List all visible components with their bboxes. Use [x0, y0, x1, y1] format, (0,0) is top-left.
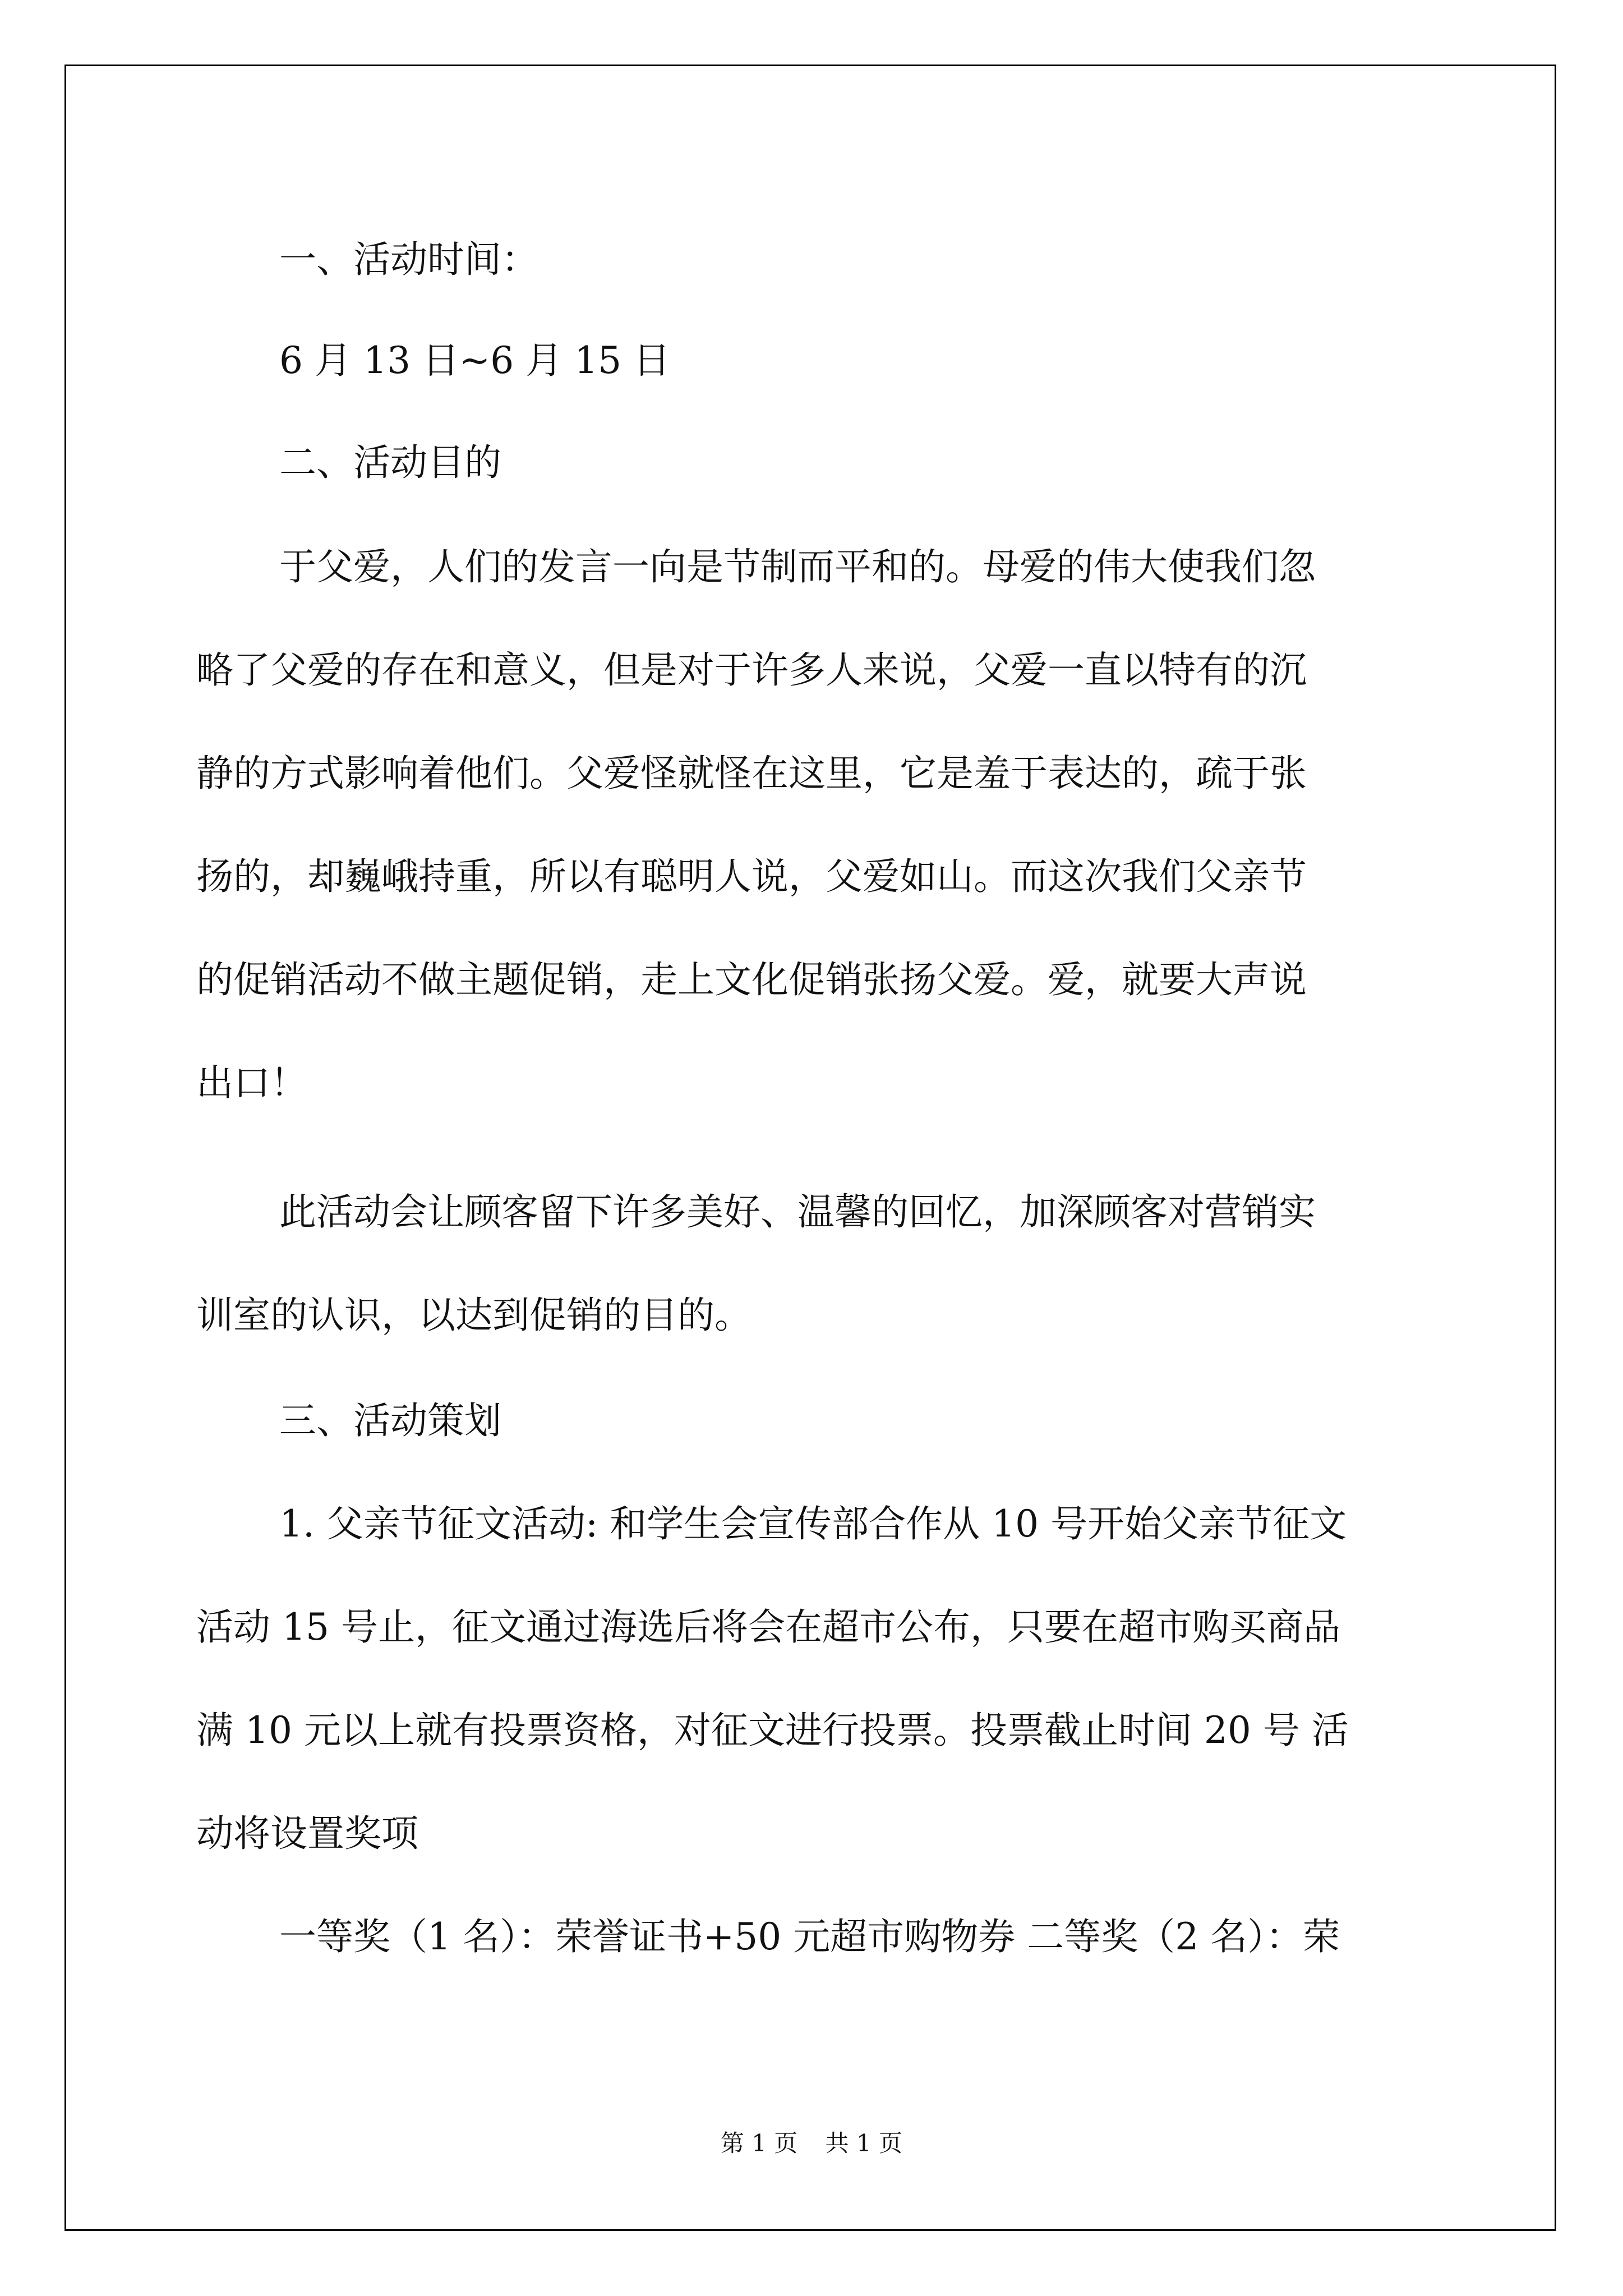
paragraph-line: 静的方式影响着他们。父爱怪就怪在这里，它是羞于表达的，疏于张: [196, 752, 1307, 795]
paragraph-line: 一等奖（1 名）：荣誉证书+50 元超市购物券 二等奖（2 名）：荣: [279, 1915, 1340, 1958]
heading-activity-purpose: 二、活动目的: [279, 441, 501, 484]
page-number-total: 共 1 页: [825, 2129, 903, 2157]
paragraph-line: 于父爱，人们的发言一向是节制而平和的。母爱的伟大使我们忽: [279, 545, 1316, 588]
page-number-current: 第 1 页: [720, 2129, 798, 2157]
heading-activity-time: 一、活动时间：: [279, 238, 538, 281]
paragraph-line: 的促销活动不做主题促销，走上文化促销张扬父爱。爱，就要大声说: [196, 958, 1307, 1001]
paragraph-line: 动将设置奖项: [196, 1812, 418, 1855]
page-border: [64, 65, 1556, 2231]
heading-activity-plan: 三、活动策划: [279, 1399, 501, 1442]
paragraph-line: 活动 15 号止，征文通过海选后将会在超市公布，只要在超市购买商品: [196, 1605, 1340, 1649]
paragraph-line: 略了父爱的存在和意义，但是对于许多人来说，父爱一直以特有的沉: [196, 648, 1307, 692]
paragraph-line: 训室的认识，以达到促销的目的。: [196, 1294, 751, 1337]
paragraph-line: 满 10 元以上就有投票资格，对征文进行投票。投票截止时间 20 号 活: [196, 1709, 1349, 1752]
paragraph-line: 6 月 13 日~6 月 15 日: [279, 339, 671, 382]
page-footer: [0, 2125, 1623, 2159]
paragraph-line: 此活动会让顾客留下许多美好、温馨的回忆，加深顾客对营销实: [279, 1190, 1316, 1234]
paragraph-line: 1. 父亲节征文活动: 和学生会宣传部合作从 10 号开始父亲节征文: [279, 1502, 1347, 1545]
paragraph-line: 扬的，却巍峨持重，所以有聪明人说，父爱如山。而这次我们父亲节: [196, 855, 1307, 898]
paragraph-line: 出口！: [196, 1061, 307, 1105]
